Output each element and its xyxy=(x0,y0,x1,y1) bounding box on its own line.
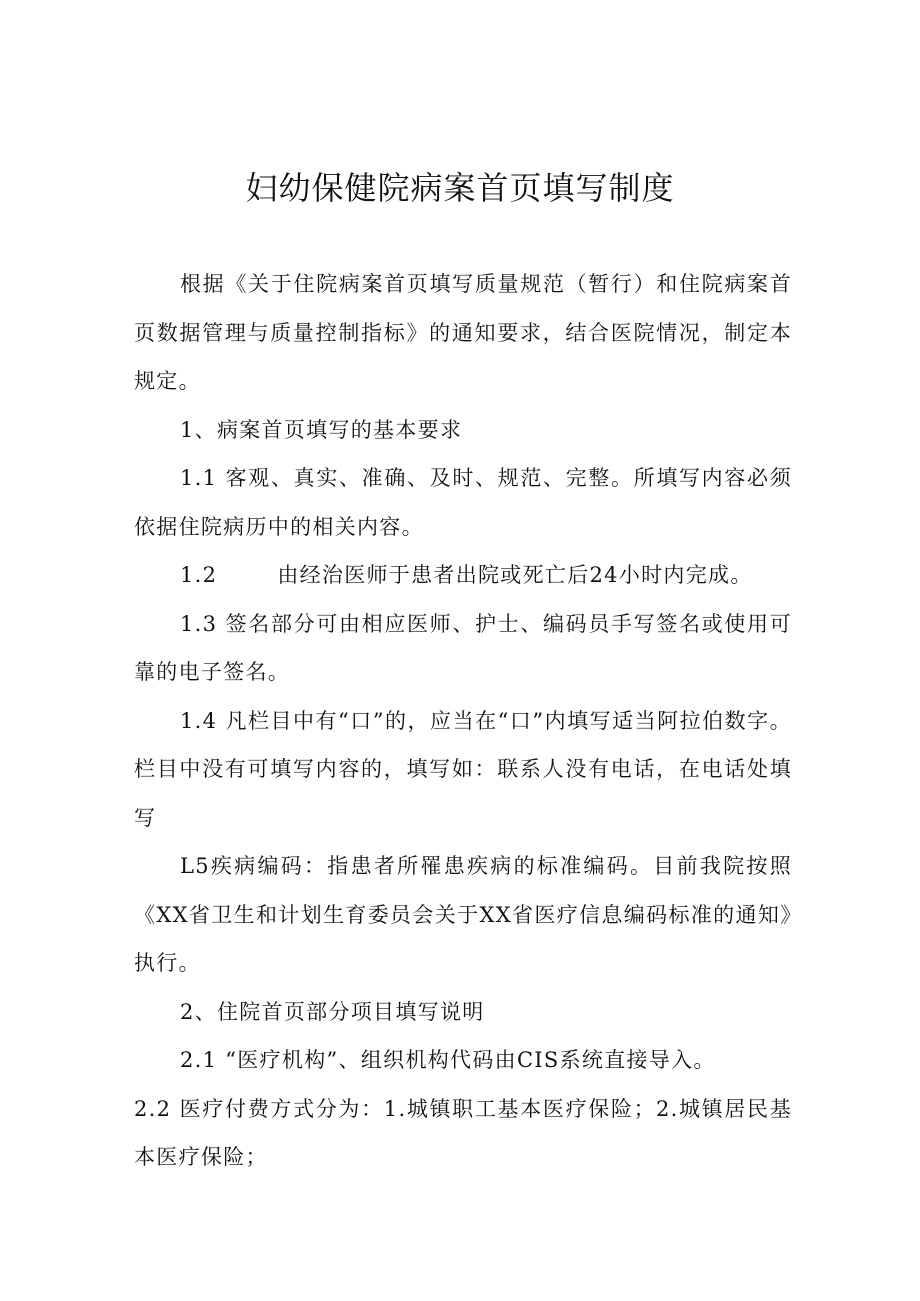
document-body xyxy=(134,260,792,1182)
section-1-3-paragraph: 1.3 签名部分可由相应医师、护士、编码员手写签名或使用可靠的电子签名。 xyxy=(134,611,792,684)
section-1-1-paragraph: 1.1 客观、真实、准确、及时、规范、完整。所填写内容必须依据住院病历中的相关内容。 xyxy=(134,466,792,539)
section-2-1-paragraph: 2.1 “医疗机构”、组织机构代码由CIS系统直接导入。 xyxy=(180,1048,716,1072)
section-1-5-paragraph: L5疾病编码：指患者所罹患疾病的标准编码。目前我院按照《XX省卫生和计划生育委员会关于XX省医疗信息编码标准的通知》执行。 xyxy=(134,854,792,975)
section-1-4-paragraph: 1.4 凡栏目中有“口”的，应当在“口”内填写适当阿拉伯数字。栏目中没有可填写内容的，填写如：联系人没有电话，在电话处填写 xyxy=(134,708,792,830)
section-2-heading: 2、住院首页部分项目填写说明 xyxy=(180,999,485,1024)
intro-paragraph: 根据《关于住院病案首页填写质量规范（暂行）和住院病案首页数据管理与质量控制指标》的通知要求，结合医院情况，制定本规定。 xyxy=(134,272,792,393)
section-1-2-number: 1.2 xyxy=(180,563,218,587)
section-1-heading: 1、病案首页填写的基本要求 xyxy=(180,417,463,442)
section-1-2-text: 由经治医师于患者出院或死亡后24小时内完成。 xyxy=(277,563,753,587)
section-1-2-paragraph xyxy=(134,551,792,600)
document-title: 妇幼保健院病案首页填写制度 xyxy=(245,169,675,207)
section-2-2-paragraph: 2.2 医疗付费方式分为：1.城镇职工基本医疗保险；2.城镇居民基本医疗保险； xyxy=(134,1096,792,1169)
